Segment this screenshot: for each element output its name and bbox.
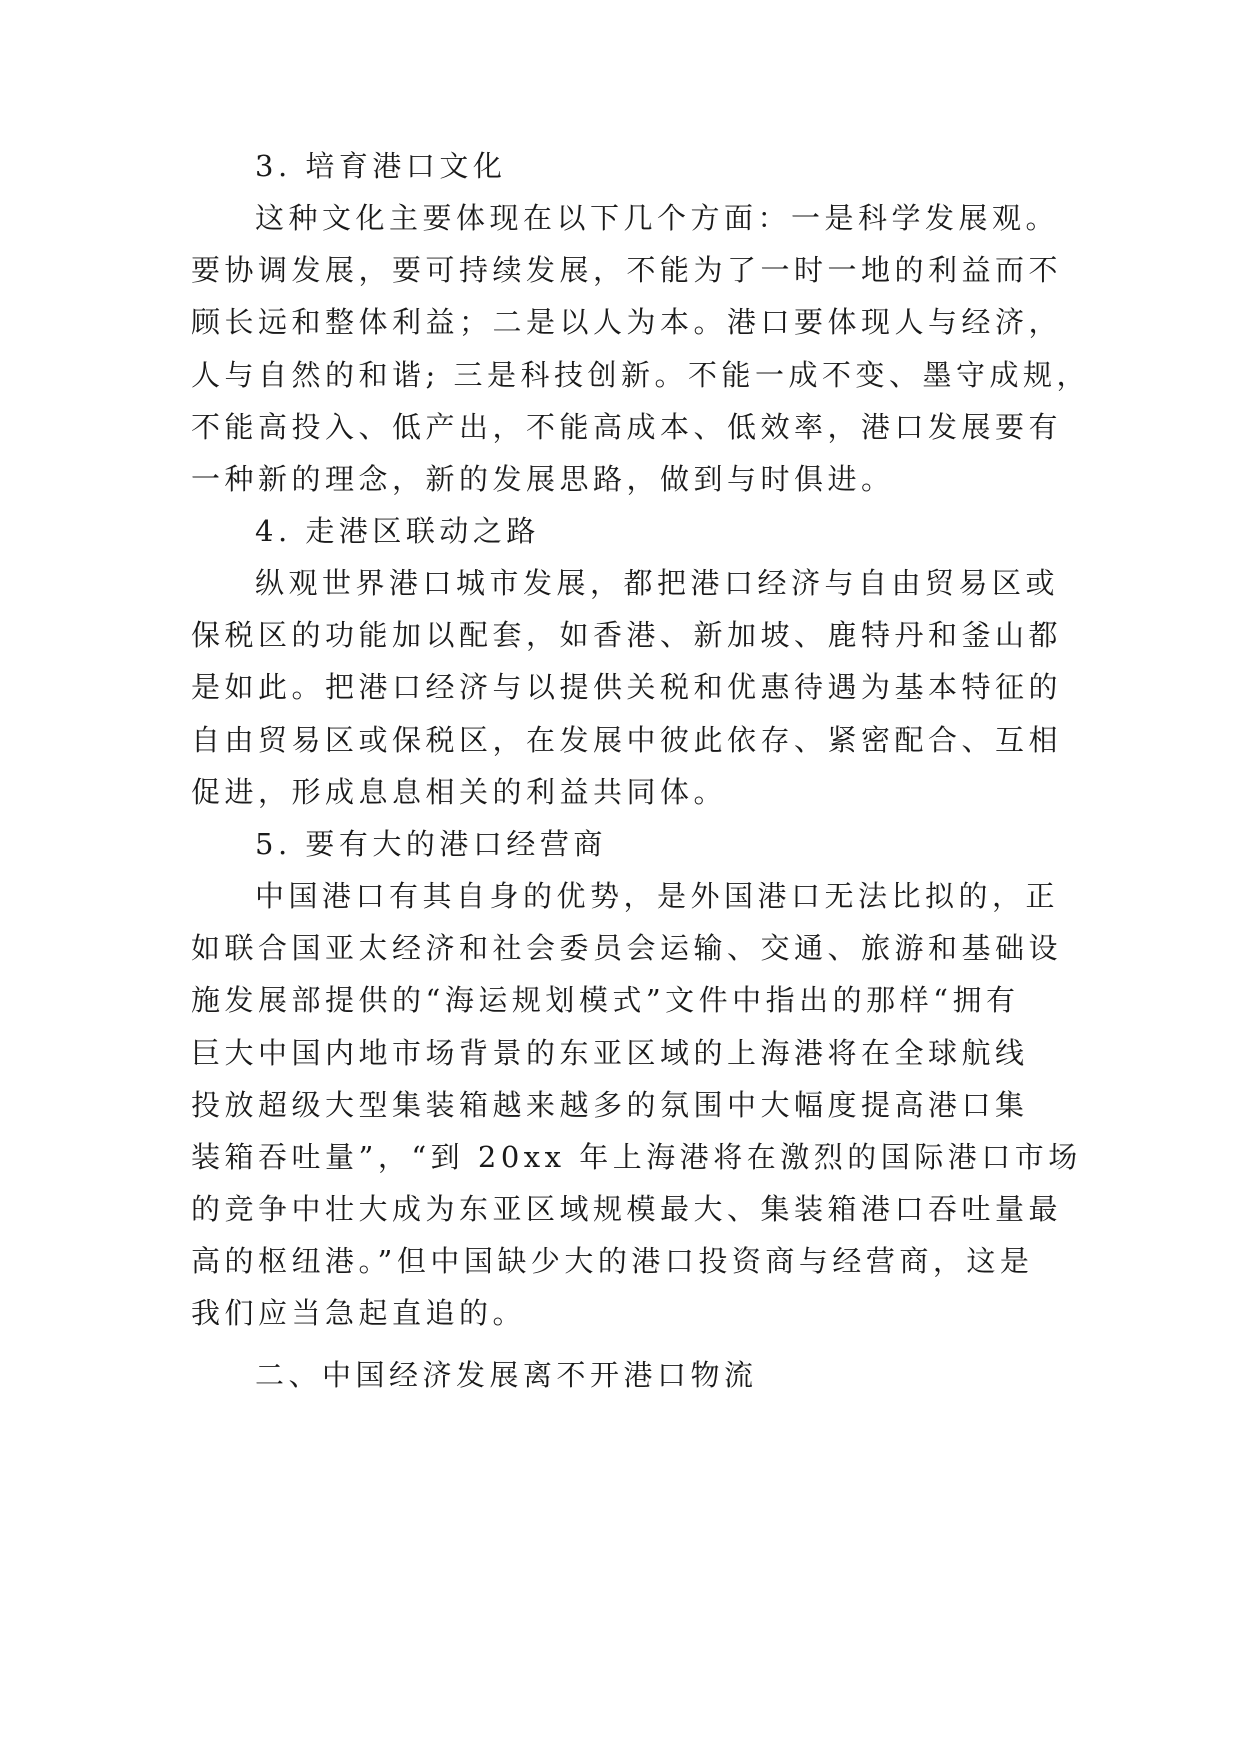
paragraph-line: 一种新的理念，新的发展思路，做到与时俱进。 [191, 462, 895, 496]
heading-large-port-operators: 5. 要有大的港口经营商 [255, 827, 607, 861]
heading-port-zone-linkage: 4. 走港区联动之路 [255, 514, 540, 548]
paragraph-line: 的竞争中壮大成为东亚区域规模最大、集装箱港口吞吐量最 [191, 1192, 1063, 1226]
paragraph-line: 装箱吞吐量”，“到 20xx 年上海港将在激烈的国际港口市场 [191, 1140, 1082, 1174]
paragraph-line: 施发展部提供的“海运规划模式”文件中指出的那样“拥有 [191, 983, 1020, 1017]
paragraph-line: 保税区的功能加以配套，如香港、新加坡、鹿特丹和釜山都 [191, 618, 1063, 652]
paragraph-line: 顾长远和整体利益；二是以人为本。港口要体现人与经济， [191, 305, 1063, 339]
paragraph-line: 促进，形成息息相关的利益共同体。 [191, 775, 728, 809]
paragraph-line: 巨大中国内地市场背景的东亚区域的上海港将在全球航线 [191, 1036, 1029, 1070]
paragraph-line: 如联合国亚太经济和社会委员会运输、交通、旅游和基础设 [191, 931, 1063, 965]
paragraph-line: 这种文化主要体现在以下几个方面：一是科学发展观。 [255, 201, 1060, 235]
paragraph-line: 高的枢纽港。”但中国缺少大的港口投资商与经营商，这是 [191, 1244, 1034, 1278]
heading-cultivate-port-culture: 3. 培育港口文化 [255, 149, 507, 183]
paragraph-line: 投放超级大型集装箱越来越多的氛围中大幅度提高港口集 [191, 1088, 1029, 1122]
paragraph-line: 人与自然的和谐; 三是科技创新。不能一成不变、墨守成规， [191, 358, 1090, 392]
paragraph-line: 我们应当急起直追的。 [191, 1296, 527, 1330]
paragraph-line: 自由贸易区或保税区，在发展中彼此依存、紧密配合、互相 [191, 723, 1063, 757]
paragraph-line: 中国港口有其自身的优势，是外国港口无法比拟的，正 [255, 879, 1060, 913]
paragraph-line: 是如此。把港口经济与以提供关税和优惠待遇为基本特征的 [191, 670, 1063, 704]
section-heading-port-logistics: 二、中国经济发展离不开港口物流 [255, 1358, 758, 1392]
paragraph-line: 不能高投入、低产出，不能高成本、低效率，港口发展要有 [191, 410, 1063, 444]
paragraph-line: 要协调发展，要可持续发展，不能为了一时一地的利益而不 [191, 253, 1063, 287]
paragraph-line: 纵观世界港口城市发展，都把港口经济与自由贸易区或 [255, 566, 1060, 600]
